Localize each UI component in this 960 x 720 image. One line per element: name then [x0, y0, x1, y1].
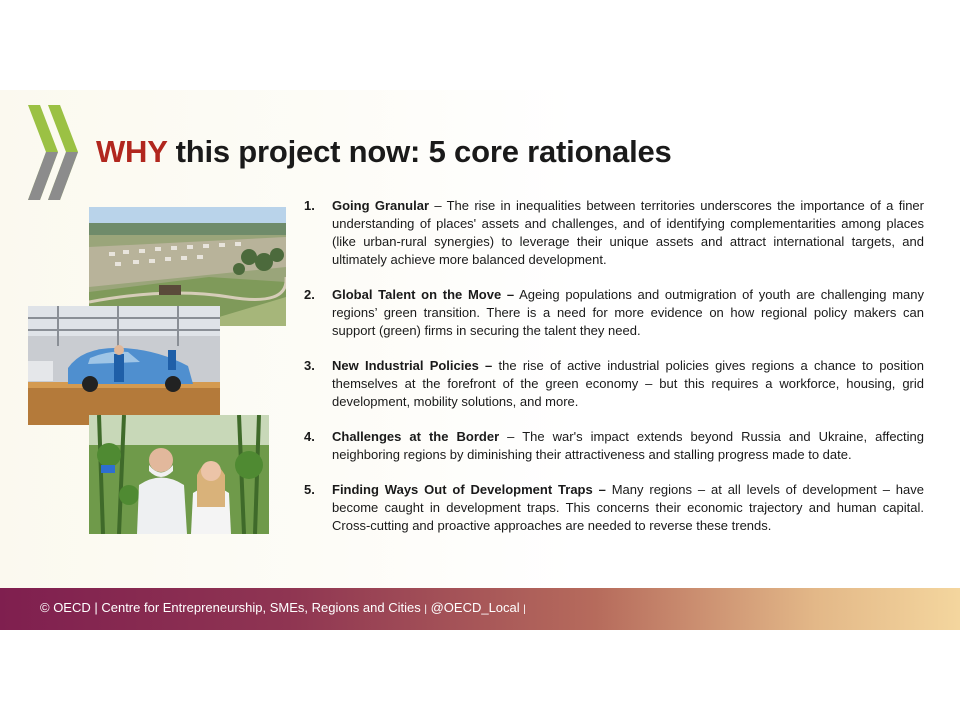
item-number: 4. — [304, 429, 315, 444]
footer-handle-link[interactable]: @OECD_Local — [430, 600, 520, 615]
item-number: 3. — [304, 358, 315, 373]
item-number: 2. — [304, 287, 315, 302]
item-heading: Going Granular — [332, 198, 430, 213]
slide-title — [96, 134, 672, 170]
list-item — [304, 286, 924, 340]
rationales-list — [304, 197, 924, 552]
item-number: 1. — [304, 198, 315, 213]
item-text: – The war's impact extends beyond Russia and Ukraine, affecting neighboring regions by diminishing their attractiveness and stalling progress made to date. — [332, 429, 925, 462]
item-text: Ageing populations and outmigration of youth are challenging many regions’ green transition. There is a need for more evidence on how regional policy makers can support (green) firms in securing the talent they need. — [332, 287, 924, 338]
footer-text — [40, 600, 526, 615]
item-text: the rise of active industrial policies gives regions a chance to position themselves at the forefront of the green economy – but this requires a workforce, housing, grid development, mobility solutions, and more. — [332, 358, 924, 409]
footer-bar — [0, 588, 960, 630]
title-accent: WHY — [96, 134, 168, 169]
item-number: 5. — [304, 482, 315, 497]
list-item — [304, 197, 924, 269]
item-text: Many regions – at all levels of development – have become caught in development traps. This concerns their economic trajectory and human capital. Cross-cutting and proactive approaches are needed to reverse these trends. — [332, 482, 925, 533]
footer-separator: | — [424, 604, 427, 615]
item-heading: Challenges at the Border — [332, 429, 500, 444]
list-item — [304, 428, 924, 464]
footer-separator: | — [523, 604, 526, 615]
photo-greenhouse-workers — [89, 415, 269, 534]
item-heading: New Industrial Policies – — [332, 358, 493, 373]
item-heading: Global Talent on the Move – — [332, 287, 515, 302]
item-text: – The rise in inequalities between territories underscores the importance of a finer understanding of places' assets and challenges, and of identifying complementarities among places (like urban-rural synergies) to leverage their unique assets and attract international targets, and ultimately achieve more balanced development. — [332, 198, 924, 267]
item-heading: Finding Ways Out of Development Traps – — [332, 482, 606, 497]
title-rest: this project now: 5 core rationales — [167, 134, 672, 169]
footer-copyright: © OECD | Centre for Entrepreneurship, SMEs, Regions and Cities — [40, 600, 421, 615]
oecd-logo-chevrons-icon — [28, 105, 80, 200]
list-item — [304, 481, 924, 535]
photo-car-factory — [28, 306, 220, 425]
list-item — [304, 357, 924, 411]
